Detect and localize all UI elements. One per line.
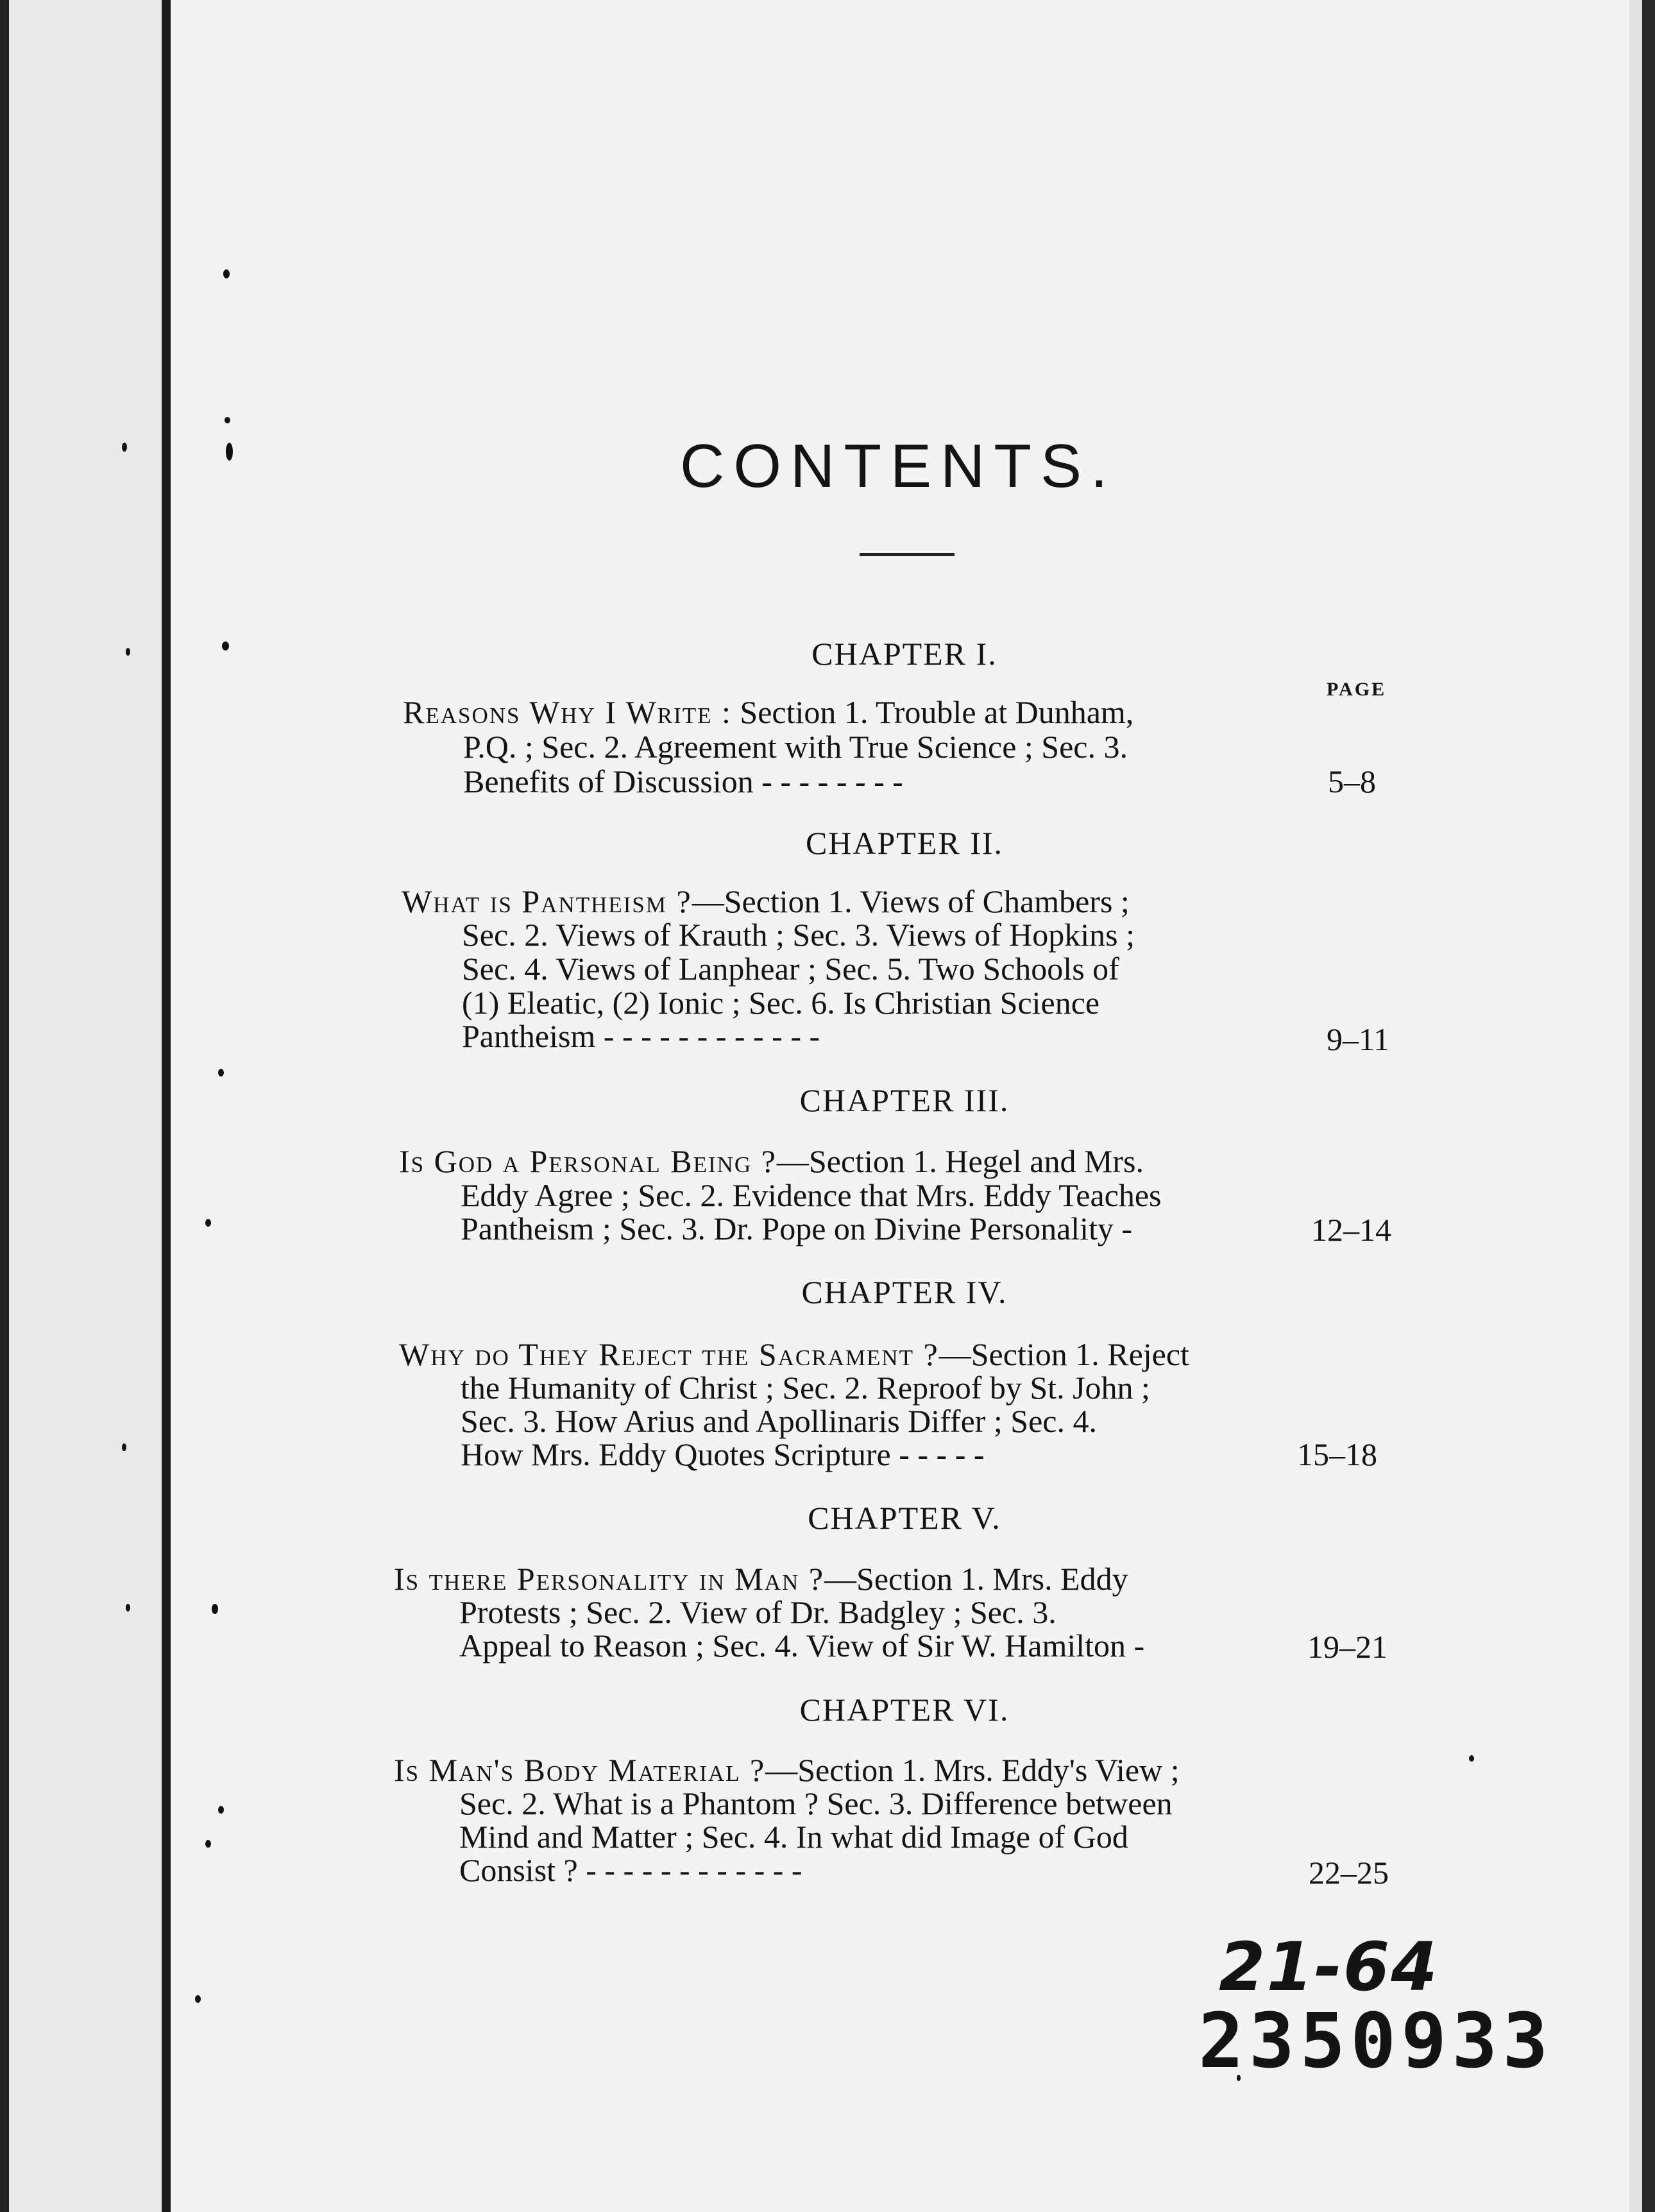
- chapter-heading: CHAPTER V.: [808, 1500, 1001, 1536]
- binding-speck: [226, 443, 233, 461]
- binding-speck: [225, 417, 230, 423]
- binding-speck: [218, 1806, 224, 1814]
- chapter-heading: CHAPTER VI.: [799, 1692, 1010, 1728]
- page-range: 19–21: [1307, 1629, 1388, 1665]
- toc-entry-line: Protests ; Sec. 2. View of Dr. Badgley ; Sec. 3.: [459, 1594, 1057, 1630]
- toc-entry-line: Consist ? - - - - - - - - - - - -: [459, 1852, 802, 1888]
- binding-speck: [122, 1443, 126, 1451]
- entry-lead: Is there Personality in Man ?: [394, 1561, 825, 1597]
- toc-entry-line: the Humanity of Christ ; Sec. 2. Reproof by St. John ;: [461, 1370, 1150, 1406]
- toc-entry-line: Sec. 2. Views of Krauth ; Sec. 3. Views of Hopkins ;: [462, 917, 1135, 953]
- entry-lead: Is God a Personal Being ?: [399, 1143, 777, 1179]
- page-range: 15–18: [1297, 1436, 1377, 1472]
- binding-speck: [126, 1604, 130, 1612]
- toc-entry-line: [403, 695, 1133, 729]
- toc-entry-line: Sec. 3. How Arius and Apollinaris Differ ; Sec. 4.: [461, 1403, 1097, 1439]
- toc-entry-line: Appeal to Reason ; Sec. 4. View of Sir W. Hamilton -: [459, 1628, 1145, 1663]
- binding-speck: [212, 1604, 218, 1614]
- toc-entry-line: [402, 884, 1130, 919]
- entry-lead: What is Pantheism ?: [402, 883, 692, 919]
- page-range: 5–8: [1328, 763, 1376, 799]
- toc-entry-line: Mind and Matter ; Sec. 4. In what did Image of God: [459, 1819, 1128, 1855]
- binding-speck: [195, 1995, 201, 2003]
- page-range: 22–25: [1309, 1855, 1389, 1891]
- title-rule: [860, 553, 955, 556]
- page-column-label: PAGE: [1327, 679, 1387, 700]
- toc-entry-line: [394, 1561, 1128, 1596]
- chapter-heading: CHAPTER III.: [799, 1082, 1010, 1118]
- binding-speck: [122, 443, 127, 452]
- entry-lead: Why do They Reject the Sacrament ?: [399, 1336, 939, 1372]
- binding-speck: [205, 1840, 211, 1848]
- entry-text: —Section 1. Views of Chambers ;: [692, 883, 1130, 919]
- entry-text: —Section 1. Mrs. Eddy: [824, 1561, 1128, 1597]
- toc-entry-line: [399, 1144, 1144, 1178]
- toc-entry-line: [399, 1337, 1189, 1372]
- handwritten-call-number: 21-64: [1219, 1928, 1439, 2006]
- entry-text: Section 1. Trouble at Dunham,: [731, 694, 1134, 730]
- chapter-heading: CHAPTER IV.: [801, 1274, 1008, 1310]
- page-speck: [1469, 1755, 1474, 1762]
- toc-entry-line: Pantheism ; Sec. 3. Dr. Pope on Divine Personality -: [461, 1211, 1133, 1246]
- chapter-heading: CHAPTER II.: [805, 825, 1004, 861]
- toc-entry-line: How Mrs. Eddy Quotes Scripture - - - - -: [461, 1436, 985, 1472]
- toc-entry-line: P.Q. ; Sec. 2. Agreement with True Science ; Sec. 3.: [463, 729, 1128, 765]
- chapter-heading: CHAPTER I.: [811, 636, 997, 672]
- stamped-accession-number: 2350933: [1198, 1996, 1554, 2085]
- page-range: 9–11: [1327, 1021, 1390, 1057]
- toc-entry-line: Sec. 2. What is a Phantom ? Sec. 3. Difference between: [459, 1785, 1173, 1821]
- entry-text: —Section 1. Reject: [938, 1336, 1189, 1372]
- toc-entry-line: [394, 1753, 1180, 1787]
- toc-entry-line: Eddy Agree ; Sec. 2. Evidence that Mrs. Eddy Teaches: [461, 1177, 1162, 1213]
- contents-title: CONTENTS.: [680, 432, 1117, 500]
- entry-lead: Is Man's Body Material ?: [394, 1752, 766, 1788]
- binding-speck: [205, 1219, 211, 1227]
- binding-speck: [223, 269, 230, 278]
- binding-speck: [218, 1069, 224, 1076]
- toc-entry-line: Sec. 4. Views of Lanphear ; Sec. 5. Two Schools of: [462, 951, 1119, 987]
- toc-entry-line: Benefits of Discussion - - - - - - - -: [463, 763, 903, 799]
- toc-entry-line: (1) Eleatic, (2) Ionic ; Sec. 6. Is Christian Science: [462, 985, 1100, 1021]
- toc-entry-line: Pantheism - - - - - - - - - - - -: [462, 1018, 820, 1054]
- entry-text: —Section 1. Mrs. Eddy's View ;: [765, 1752, 1180, 1788]
- entry-text: —Section 1. Hegel and Mrs.: [776, 1143, 1144, 1179]
- page-range: 12–14: [1311, 1212, 1391, 1248]
- entry-lead: Reasons Why I Write :: [403, 694, 732, 730]
